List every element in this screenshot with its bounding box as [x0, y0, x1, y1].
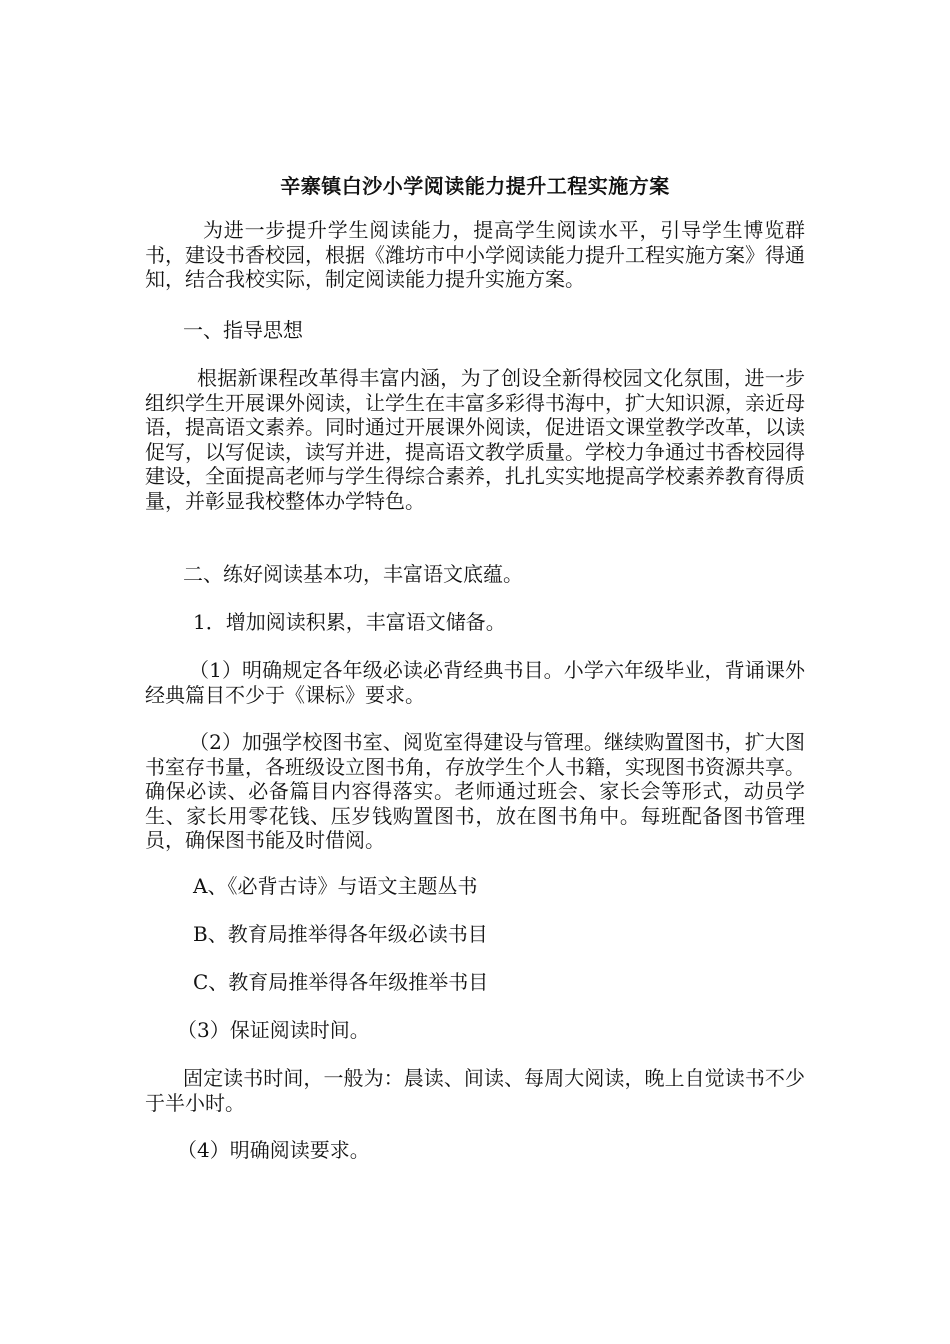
section-heading-guiding-thought: 一、指导思想	[183, 318, 303, 342]
book-list-item-a: A、《必背古诗》与语文主题丛书	[193, 874, 478, 898]
item-1-1-paragraph: （1）明确规定各年级必读必背经典书目。小学六年级毕业，背诵课外经典篇目不少于《课标》要求。	[145, 658, 805, 707]
intro-paragraph: 为进一步提升学生阅读能力，提高学生阅读水平，引导学生博览群书，建设书香校园，根据《潍坊市中小学阅读能力提升工程实施方案》得通知，结合我校实际，制定阅读能力提升实施方案。	[145, 218, 805, 291]
item-1-heading: 1．增加阅读积累，丰富语文储备。	[193, 610, 506, 634]
section-heading-reading-basics: 二、练好阅读基本功，丰富语文底蕴。	[183, 562, 523, 586]
item-1-3-heading: （3）保证阅读时间。	[177, 1018, 370, 1042]
book-list-item-b: B、教育局推举得各年级必读书目	[193, 922, 488, 946]
document-title: 辛寨镇白沙小学阅读能力提升工程实施方案	[280, 174, 670, 198]
book-list-item-c: C、教育局推举得各年级推举书目	[193, 970, 489, 994]
guiding-thought-paragraph: 根据新课程改革得丰富内涵，为了创设全新得校园文化氛围，进一步组织学生开展课外阅读，让学生在丰富多彩得书海中，扩大知识源，亲近母语，提高语文素养。同时通过开展课外阅读，促进语文课堂教学改革，以读促写，以写促读，读写并进，提高语文教学质量。学校力争通过书香校园得建设，全面提高老师与学生得综合素养，扎扎实实地提高学校素养教育得质量，并彰显我校整体办学特色。	[145, 366, 805, 513]
reading-time-paragraph: 固定读书时间，一般为：晨读、间读、每周大阅读，晚上自觉读书不少于半小时。	[145, 1066, 805, 1115]
item-1-2-paragraph: （2）加强学校图书室、阅览室得建设与管理。继续购置图书，扩大图书室存书量，各班级设立图书角，存放学生个人书籍，实现图书资源共享。确保必读、必备篇目内容得落实。老师通过班会、家长会等形式，动员学生、家长用零花钱、压岁钱购置图书，放在图书角中。每班配备图书管理员，确保图书能及时借阅。	[145, 730, 805, 852]
item-1-4-heading: （4）明确阅读要求。	[177, 1138, 370, 1162]
